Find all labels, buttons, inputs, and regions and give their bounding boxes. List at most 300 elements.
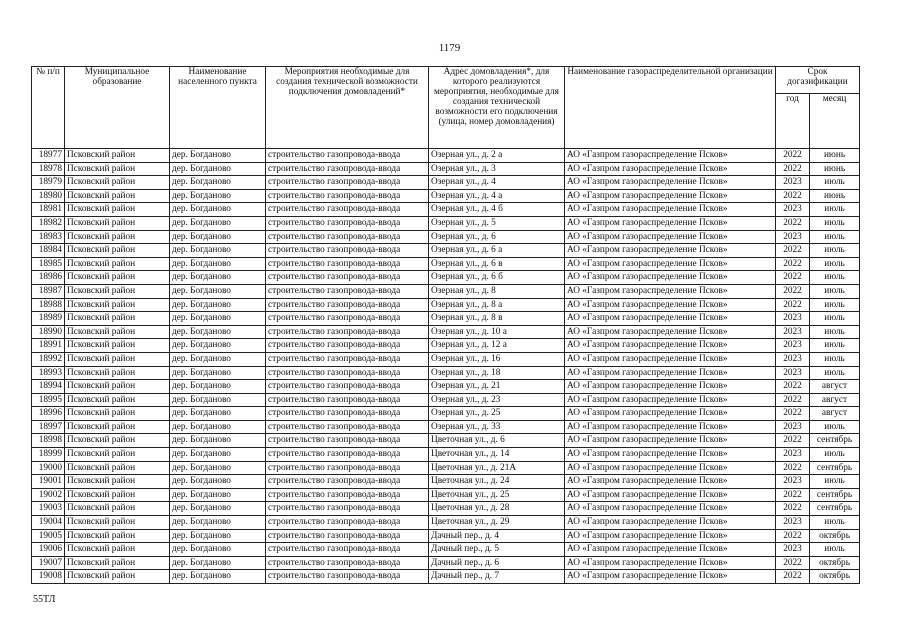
month-cell: июль (810, 244, 860, 258)
row-number: 18980 (32, 189, 65, 203)
address-cell: Дачный пер., д. 4 (429, 529, 565, 543)
gas-org-cell: АО «Газпром газораспределение Псков» (565, 475, 776, 489)
table-row (32, 312, 860, 326)
row-number: 18992 (32, 352, 65, 366)
municipality-cell: Псковский район (65, 475, 170, 489)
year-cell: 2023 (776, 339, 810, 353)
measure-cell: строительство газопровода-ввода (266, 543, 429, 557)
row-number: 19007 (32, 556, 65, 570)
month-cell: сентябрь (810, 434, 860, 448)
locality-cell: дер. Богданово (170, 407, 266, 421)
address-cell: Озерная ул., д. 12 а (429, 339, 565, 353)
locality-cell: дер. Богданово (170, 271, 266, 285)
row-number: 19005 (32, 529, 65, 543)
address-cell: Цветочная ул., д. 28 (429, 502, 565, 516)
header-num: № п/п (32, 67, 65, 149)
gas-org-cell: АО «Газпром газораспределение Псков» (565, 461, 776, 475)
gas-org-cell: АО «Газпром газораспределение Псков» (565, 271, 776, 285)
month-cell: июль (810, 298, 860, 312)
row-number: 18977 (32, 149, 65, 163)
year-cell: 2023 (776, 352, 810, 366)
measure-cell: строительство газопровода-ввода (266, 149, 429, 163)
gasification-table (31, 66, 860, 584)
row-number: 18982 (32, 216, 65, 230)
measure-cell: строительство газопровода-ввода (266, 189, 429, 203)
table-row (32, 420, 860, 434)
year-cell: 2023 (776, 420, 810, 434)
address-cell: Цветочная ул., д. 14 (429, 448, 565, 462)
row-number: 19004 (32, 516, 65, 530)
municipality-cell: Псковский район (65, 366, 170, 380)
municipality-cell: Псковский район (65, 149, 170, 163)
locality-cell: дер. Богданово (170, 529, 266, 543)
measure-cell: строительство газопровода-ввода (266, 556, 429, 570)
table-row (32, 488, 860, 502)
municipality-cell: Псковский район (65, 556, 170, 570)
month-cell: июль (810, 284, 860, 298)
municipality-cell: Псковский район (65, 502, 170, 516)
measure-cell: строительство газопровода-ввода (266, 284, 429, 298)
row-number: 18996 (32, 407, 65, 421)
measure-cell: строительство газопровода-ввода (266, 366, 429, 380)
year-cell: 2023 (776, 366, 810, 380)
gas-org-cell: АО «Газпром газораспределение Псков» (565, 257, 776, 271)
gas-org-cell: АО «Газпром газораспределение Псков» (565, 420, 776, 434)
gas-org-cell: АО «Газпром газораспределение Псков» (565, 516, 776, 530)
table-row (32, 271, 860, 285)
row-number: 18981 (32, 203, 65, 217)
measure-cell: строительство газопровода-ввода (266, 380, 429, 394)
gas-org-cell: АО «Газпром газораспределение Псков» (565, 325, 776, 339)
table-row (32, 284, 860, 298)
month-cell: июль (810, 312, 860, 326)
measure-cell: строительство газопровода-ввода (266, 312, 429, 326)
measure-cell: строительство газопровода-ввода (266, 298, 429, 312)
row-number: 18978 (32, 162, 65, 176)
year-cell: 2023 (776, 325, 810, 339)
municipality-cell: Псковский район (65, 407, 170, 421)
row-number: 19001 (32, 475, 65, 489)
gas-org-cell: АО «Газпром газораспределение Псков» (565, 339, 776, 353)
table-row (32, 203, 860, 217)
address-cell: Озерная ул., д. 4 б (429, 203, 565, 217)
municipality-cell: Псковский район (65, 570, 170, 584)
measure-cell: строительство газопровода-ввода (266, 271, 429, 285)
table-row (32, 230, 860, 244)
month-cell: июль (810, 448, 860, 462)
measure-cell: строительство газопровода-ввода (266, 352, 429, 366)
row-number: 18991 (32, 339, 65, 353)
year-cell: 2022 (776, 502, 810, 516)
measure-cell: строительство газопровода-ввода (266, 461, 429, 475)
municipality-cell: Псковский район (65, 216, 170, 230)
address-cell: Озерная ул., д. 6 б (429, 271, 565, 285)
month-cell: сентябрь (810, 502, 860, 516)
month-cell: июль (810, 325, 860, 339)
row-number: 18990 (32, 325, 65, 339)
month-cell: август (810, 407, 860, 421)
address-cell: Озерная ул., д. 18 (429, 366, 565, 380)
measure-cell: строительство газопровода-ввода (266, 448, 429, 462)
row-number: 18997 (32, 420, 65, 434)
address-cell: Цветочная ул., д. 6 (429, 434, 565, 448)
gas-org-cell: АО «Газпром газораспределение Псков» (565, 216, 776, 230)
municipality-cell: Псковский район (65, 393, 170, 407)
measure-cell: строительство газопровода-ввода (266, 407, 429, 421)
month-cell: октябрь (810, 529, 860, 543)
year-cell: 2022 (776, 284, 810, 298)
address-cell: Озерная ул., д. 2 а (429, 149, 565, 163)
gas-org-cell: АО «Газпром газораспределение Псков» (565, 244, 776, 258)
measure-cell: строительство газопровода-ввода (266, 339, 429, 353)
gas-org-cell: АО «Газпром газораспределение Псков» (565, 176, 776, 190)
gas-org-cell: АО «Газпром газораспределение Псков» (565, 448, 776, 462)
table-body (32, 149, 860, 584)
locality-cell: дер. Богданово (170, 339, 266, 353)
address-cell: Озерная ул., д. 8 (429, 284, 565, 298)
municipality-cell: Псковский район (65, 420, 170, 434)
municipality-cell: Псковский район (65, 312, 170, 326)
municipality-cell: Псковский район (65, 244, 170, 258)
header-term: Срок догазификации (776, 67, 860, 94)
table-row (32, 434, 860, 448)
measure-cell: строительство газопровода-ввода (266, 420, 429, 434)
municipality-cell: Псковский район (65, 203, 170, 217)
locality-cell: дер. Богданово (170, 162, 266, 176)
address-cell: Озерная ул., д. 8 в (429, 312, 565, 326)
year-cell: 2022 (776, 461, 810, 475)
gas-org-cell: АО «Газпром газораспределение Псков» (565, 189, 776, 203)
gas-org-cell: АО «Газпром газораспределение Псков» (565, 407, 776, 421)
address-cell: Цветочная ул., д. 24 (429, 475, 565, 489)
year-cell: 2022 (776, 529, 810, 543)
locality-cell: дер. Богданово (170, 556, 266, 570)
locality-cell: дер. Богданово (170, 516, 266, 530)
municipality-cell: Псковский район (65, 529, 170, 543)
month-cell: июль (810, 257, 860, 271)
address-cell: Озерная ул., д. 3 (429, 162, 565, 176)
gas-org-cell: АО «Газпром газораспределение Псков» (565, 203, 776, 217)
address-cell: Озерная ул., д. 33 (429, 420, 565, 434)
row-number: 19008 (32, 570, 65, 584)
year-cell: 2022 (776, 149, 810, 163)
locality-cell: дер. Богданово (170, 488, 266, 502)
table-row (32, 556, 860, 570)
month-cell: сентябрь (810, 488, 860, 502)
table-row (32, 257, 860, 271)
year-cell: 2022 (776, 244, 810, 258)
measure-cell: строительство газопровода-ввода (266, 488, 429, 502)
year-cell: 2023 (776, 230, 810, 244)
address-cell: Озерная ул., д. 5 (429, 216, 565, 230)
measure-cell: строительство газопровода-ввода (266, 475, 429, 489)
year-cell: 2022 (776, 407, 810, 421)
table-header (32, 67, 860, 149)
month-cell: июнь (810, 162, 860, 176)
municipality-cell: Псковский район (65, 257, 170, 271)
table-row (32, 502, 860, 516)
locality-cell: дер. Богданово (170, 366, 266, 380)
locality-cell: дер. Богданово (170, 461, 266, 475)
row-number: 18983 (32, 230, 65, 244)
year-cell: 2023 (776, 176, 810, 190)
address-cell: Озерная ул., д. 25 (429, 407, 565, 421)
municipality-cell: Псковский район (65, 298, 170, 312)
locality-cell: дер. Богданово (170, 244, 266, 258)
year-cell: 2022 (776, 488, 810, 502)
locality-cell: дер. Богданово (170, 230, 266, 244)
table-row (32, 543, 860, 557)
document-stamp: 55ТЛ (33, 594, 56, 605)
table-row (32, 149, 860, 163)
month-cell: сентябрь (810, 461, 860, 475)
address-cell: Дачный пер., д. 5 (429, 543, 565, 557)
address-cell: Дачный пер., д. 6 (429, 556, 565, 570)
gas-org-cell: АО «Газпром газораспределение Псков» (565, 488, 776, 502)
table-row (32, 475, 860, 489)
header-month: месяц (810, 94, 860, 149)
year-cell: 2022 (776, 570, 810, 584)
locality-cell: дер. Богданово (170, 325, 266, 339)
row-number: 18989 (32, 312, 65, 326)
month-cell: июль (810, 543, 860, 557)
gas-org-cell: АО «Газпром газораспределение Псков» (565, 149, 776, 163)
month-cell: июль (810, 230, 860, 244)
row-number: 18985 (32, 257, 65, 271)
locality-cell: дер. Богданово (170, 298, 266, 312)
header-gas-org: Наименование газораспределительной организации (565, 67, 776, 149)
year-cell: 2022 (776, 380, 810, 394)
row-number: 19003 (32, 502, 65, 516)
municipality-cell: Псковский район (65, 488, 170, 502)
month-cell: июль (810, 271, 860, 285)
row-number: 19002 (32, 488, 65, 502)
month-cell: июнь (810, 189, 860, 203)
locality-cell: дер. Богданово (170, 448, 266, 462)
gas-org-cell: АО «Газпром газораспределение Псков» (565, 298, 776, 312)
year-cell: 2022 (776, 271, 810, 285)
measure-cell: строительство газопровода-ввода (266, 162, 429, 176)
table-row (32, 461, 860, 475)
table-row (32, 189, 860, 203)
header-locality: Наименование населенного пункта (170, 67, 266, 149)
locality-cell: дер. Богданово (170, 203, 266, 217)
gas-org-cell: АО «Газпром газораспределение Псков» (565, 502, 776, 516)
gas-org-cell: АО «Газпром газораспределение Псков» (565, 543, 776, 557)
locality-cell: дер. Богданово (170, 420, 266, 434)
municipality-cell: Псковский район (65, 461, 170, 475)
municipality-cell: Псковский район (65, 448, 170, 462)
row-number: 18999 (32, 448, 65, 462)
table-row (32, 407, 860, 421)
header-year: год (776, 94, 810, 149)
address-cell: Озерная ул., д. 10 а (429, 325, 565, 339)
month-cell: октябрь (810, 570, 860, 584)
row-number: 18987 (32, 284, 65, 298)
address-cell: Цветочная ул., д. 25 (429, 488, 565, 502)
municipality-cell: Псковский район (65, 434, 170, 448)
measure-cell: строительство газопровода-ввода (266, 570, 429, 584)
row-number: 18979 (32, 176, 65, 190)
year-cell: 2022 (776, 298, 810, 312)
row-number: 19006 (32, 543, 65, 557)
locality-cell: дер. Богданово (170, 352, 266, 366)
header-municipality: Муниципальное образование (65, 67, 170, 149)
year-cell: 2023 (776, 203, 810, 217)
year-cell: 2022 (776, 216, 810, 230)
table-row (32, 325, 860, 339)
year-cell: 2022 (776, 434, 810, 448)
month-cell: июль (810, 516, 860, 530)
measure-cell: строительство газопровода-ввода (266, 216, 429, 230)
measure-cell: строительство газопровода-ввода (266, 502, 429, 516)
address-cell: Озерная ул., д. 8 а (429, 298, 565, 312)
municipality-cell: Псковский район (65, 162, 170, 176)
locality-cell: дер. Богданово (170, 284, 266, 298)
address-cell: Озерная ул., д. 21 (429, 380, 565, 394)
month-cell: июль (810, 203, 860, 217)
measure-cell: строительство газопровода-ввода (266, 393, 429, 407)
table-row (32, 366, 860, 380)
year-cell: 2023 (776, 475, 810, 489)
address-cell: Озерная ул., д. 6 а (429, 244, 565, 258)
table-row (32, 352, 860, 366)
locality-cell: дер. Богданово (170, 257, 266, 271)
locality-cell: дер. Богданово (170, 475, 266, 489)
measure-cell: строительство газопровода-ввода (266, 325, 429, 339)
row-number: 18998 (32, 434, 65, 448)
row-number: 18986 (32, 271, 65, 285)
municipality-cell: Псковский район (65, 543, 170, 557)
gas-org-cell: АО «Газпром газораспределение Псков» (565, 352, 776, 366)
locality-cell: дер. Богданово (170, 216, 266, 230)
address-cell: Озерная ул., д. 6 в (429, 257, 565, 271)
month-cell: июль (810, 420, 860, 434)
month-cell: июль (810, 366, 860, 380)
measure-cell: строительство газопровода-ввода (266, 516, 429, 530)
address-cell: Озерная ул., д. 4 (429, 176, 565, 190)
row-number: 19000 (32, 461, 65, 475)
measure-cell: строительство газопровода-ввода (266, 244, 429, 258)
year-cell: 2023 (776, 312, 810, 326)
month-cell: июль (810, 216, 860, 230)
table-row (32, 516, 860, 530)
municipality-cell: Псковский район (65, 516, 170, 530)
gas-org-cell: АО «Газпром газораспределение Псков» (565, 556, 776, 570)
municipality-cell: Псковский район (65, 380, 170, 394)
gas-org-cell: АО «Газпром газораспределение Псков» (565, 393, 776, 407)
year-cell: 2023 (776, 516, 810, 530)
gas-org-cell: АО «Газпром газораспределение Псков» (565, 380, 776, 394)
table-row (32, 448, 860, 462)
address-cell: Дачный пер., д. 7 (429, 570, 565, 584)
municipality-cell: Псковский район (65, 339, 170, 353)
gas-org-cell: АО «Газпром газораспределение Псков» (565, 434, 776, 448)
gas-org-cell: АО «Газпром газораспределение Псков» (565, 162, 776, 176)
month-cell: июль (810, 176, 860, 190)
locality-cell: дер. Богданово (170, 393, 266, 407)
month-cell: июнь (810, 149, 860, 163)
row-number: 18988 (32, 298, 65, 312)
page-number: 1179 (438, 42, 461, 54)
measure-cell: строительство газопровода-ввода (266, 203, 429, 217)
header-address: Адрес домовладения*, для которого реализуются мероприятия, необходимые для создания технической возможности его подключения (улица, номер домовладения) (429, 67, 565, 149)
month-cell: июль (810, 475, 860, 489)
row-number: 18984 (32, 244, 65, 258)
gas-org-cell: АО «Газпром газораспределение Псков» (565, 230, 776, 244)
municipality-cell: Псковский район (65, 230, 170, 244)
address-cell: Озерная ул., д. 4 а (429, 189, 565, 203)
gas-org-cell: АО «Газпром газораспределение Псков» (565, 570, 776, 584)
locality-cell: дер. Богданово (170, 570, 266, 584)
gas-org-cell: АО «Газпром газораспределение Псков» (565, 312, 776, 326)
address-cell: Цветочная ул., д. 29 (429, 516, 565, 530)
locality-cell: дер. Богданово (170, 312, 266, 326)
locality-cell: дер. Богданово (170, 176, 266, 190)
municipality-cell: Псковский район (65, 352, 170, 366)
municipality-cell: Псковский район (65, 189, 170, 203)
row-number: 18994 (32, 380, 65, 394)
month-cell: август (810, 393, 860, 407)
address-cell: Цветочная ул., д. 21А (429, 461, 565, 475)
measure-cell: строительство газопровода-ввода (266, 257, 429, 271)
gas-org-cell: АО «Газпром газораспределение Псков» (565, 284, 776, 298)
year-cell: 2022 (776, 556, 810, 570)
table-row (32, 176, 860, 190)
municipality-cell: Псковский район (65, 325, 170, 339)
gas-org-cell: АО «Газпром газораспределение Псков» (565, 529, 776, 543)
measure-cell: строительство газопровода-ввода (266, 434, 429, 448)
measure-cell: строительство газопровода-ввода (266, 230, 429, 244)
month-cell: июль (810, 339, 860, 353)
month-cell: октябрь (810, 556, 860, 570)
header-measures: Мероприятия необходимые для создания технической возможности подключения домовладений* (266, 67, 429, 149)
locality-cell: дер. Богданово (170, 543, 266, 557)
measure-cell: строительство газопровода-ввода (266, 529, 429, 543)
row-number: 18993 (32, 366, 65, 380)
table-row (32, 570, 860, 584)
table-row (32, 339, 860, 353)
gas-org-cell: АО «Газпром газораспределение Псков» (565, 366, 776, 380)
month-cell: август (810, 380, 860, 394)
municipality-cell: Псковский район (65, 176, 170, 190)
month-cell: июль (810, 352, 860, 366)
table-row (32, 162, 860, 176)
locality-cell: дер. Богданово (170, 434, 266, 448)
year-cell: 2023 (776, 543, 810, 557)
year-cell: 2022 (776, 162, 810, 176)
year-cell: 2022 (776, 393, 810, 407)
table-row (32, 216, 860, 230)
table-row (32, 298, 860, 312)
table-row (32, 244, 860, 258)
year-cell: 2022 (776, 189, 810, 203)
measure-cell: строительство газопровода-ввода (266, 176, 429, 190)
municipality-cell: Псковский район (65, 284, 170, 298)
address-cell: Озерная ул., д. 6 (429, 230, 565, 244)
locality-cell: дер. Богданово (170, 149, 266, 163)
municipality-cell: Псковский район (65, 271, 170, 285)
locality-cell: дер. Богданово (170, 502, 266, 516)
locality-cell: дер. Богданово (170, 380, 266, 394)
row-number: 18995 (32, 393, 65, 407)
year-cell: 2022 (776, 257, 810, 271)
address-cell: Озерная ул., д. 23 (429, 393, 565, 407)
table-row (32, 380, 860, 394)
locality-cell: дер. Богданово (170, 189, 266, 203)
table-row (32, 393, 860, 407)
year-cell: 2023 (776, 448, 810, 462)
